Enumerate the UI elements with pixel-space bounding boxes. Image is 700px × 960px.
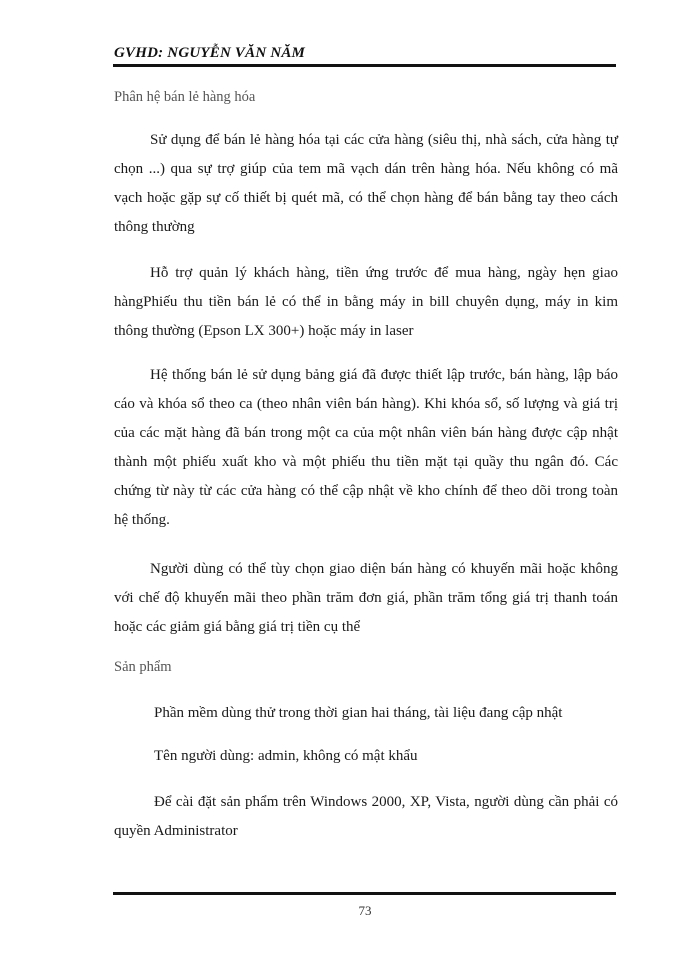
paragraph-trial-info: Phần mềm dùng thử trong thời gian hai tháng, tài liệu đang cập nhật bbox=[154, 705, 563, 721]
paragraph-customer-support: Hỗ trợ quản lý khách hàng, tiền ứng trước để mua hàng, ngày hẹn giao hàngPhiếu thu tiền bán lẻ có thể in bằng máy in bill chuyên dụng, máy in kim thông thường (Epson LX 300+) hoặc máy in laser bbox=[114, 265, 618, 339]
section-heading-retail: Phân hệ bán lẻ hàng hóa bbox=[114, 89, 256, 105]
paragraph-retail-usage: Sử dụng để bán lẻ hàng hóa tại các cửa hàng (siêu thị, nhà sách, cửa hàng tự chọn ...) qua sự trợ giúp của tem mã vạch dán trên hàng hóa. Nếu không có mã vạch hoặc gặp sự cố thiết bị quét mã, có thể chọn hàng để bán bằng tay theo cách thông thường bbox=[114, 132, 618, 235]
paragraph-promotion-options: Người dùng có thể tùy chọn giao diện bán hàng có khuyến mãi hoặc không với chế độ khuyến mãi theo phần trăm đơn giá, phần trăm tổng giá trị thanh toán hoặc các giảm giá bằng giá trị tiền cụ thể bbox=[114, 561, 618, 635]
paragraph-login-info: Tên người dùng: admin, không có mật khẩu bbox=[154, 748, 418, 764]
section-heading-product: Sản phẩm bbox=[114, 659, 172, 675]
paragraph-install-requirement: Để cài đặt sản phẩm trên Windows 2000, XP, Vista, người dùng cần phải có quyền Administrator bbox=[114, 794, 618, 839]
paragraph-retail-system: Hệ thống bán lẻ sử dụng bảng giá đã được thiết lập trước, bán hàng, lập báo cáo và khóa sổ theo ca (theo nhân viên bán hàng). Khi khóa sổ, số lượng và giá trị của các mặt hàng đã bán trong một ca của một nhân viên bán hàng được cập nhật thành một phiếu xuất kho và một phiếu thu tiền mặt tại quầy thu ngân đó. Các chứng từ này từ các cửa hàng có thể cập nhật về kho chính để theo dõi trong toàn hệ thống. bbox=[114, 367, 618, 528]
header-rule bbox=[113, 64, 616, 67]
header-title: GVHD: NGUYỄN VĂN NĂM bbox=[114, 45, 306, 61]
footer-rule bbox=[113, 892, 616, 895]
page-number: 73 bbox=[358, 903, 372, 918]
